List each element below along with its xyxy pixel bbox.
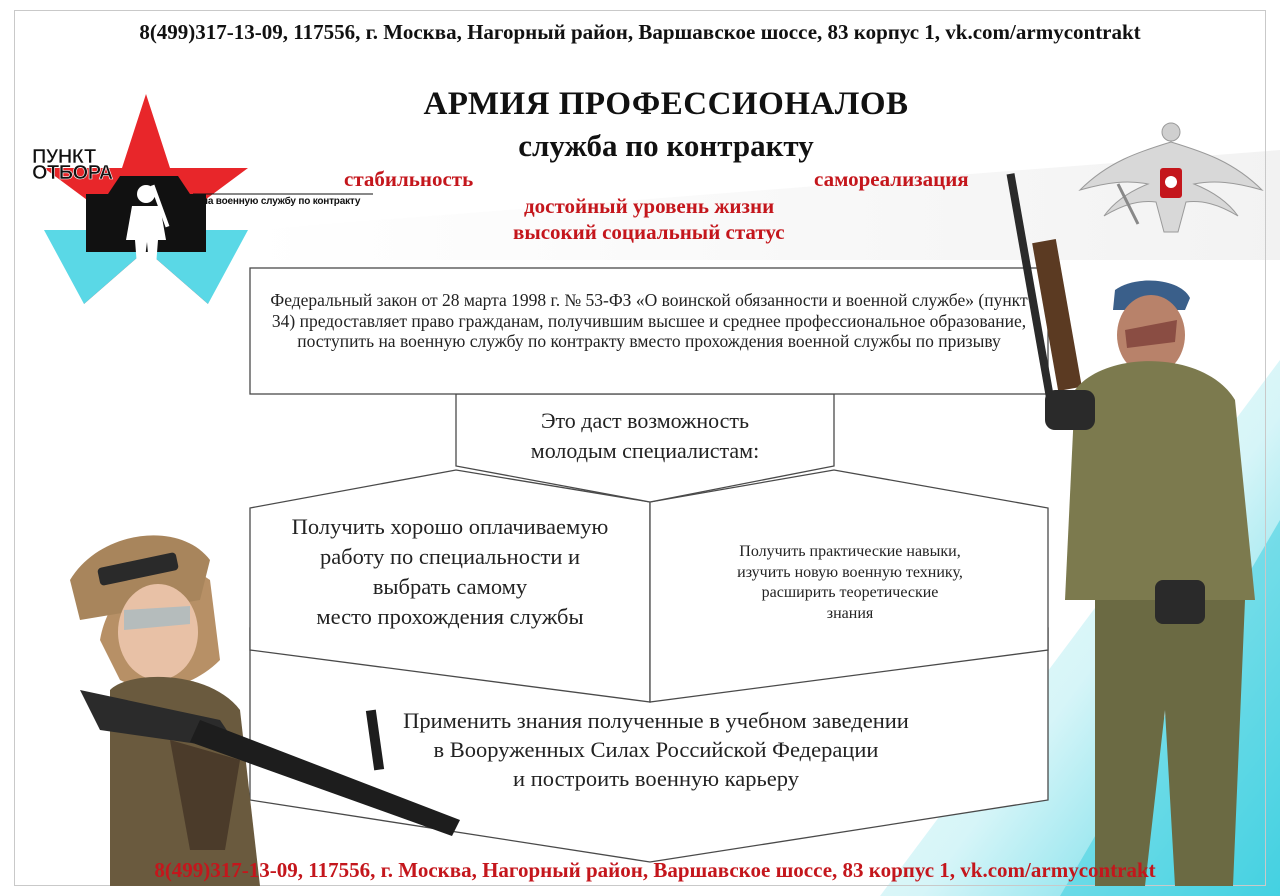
benefit-stability: стабильность [344,167,474,191]
contact-top: 8(499)317-13-09, 117556, г. Москва, Нагорный район, Варшавское шоссе, 83 корпус 1, vk.com/armycontrakt [139,20,1141,44]
option-left-line-3: выбрать самому [372,574,528,599]
benefit-self-realization: самореализация [814,167,969,191]
career-line-2: в Вооруженных Силах Российской Федерации [433,737,879,762]
benefit-living-standard: достойный уровень жизни [524,194,775,218]
option-right-line-2: изучить новую военную технику, [737,563,963,581]
logo-word-punkt: ПУНКТ [32,146,96,168]
option-right-line-1: Получить практические навыки, [739,543,961,560]
law-text: Федеральный закон от 28 марта 1998 г. № 53-ФЗ «О воинской обязанности и военной службе» (пункт 34) предоставляет право гражданам, получившим высшее и среднее профессиональное образование, поступить на военную службу по контракту вместо прохождения военной службы по призыву [270,290,1028,351]
option-left-text [252,512,648,632]
logo-word-otbora: ОТБОРА [32,162,113,184]
opportunity-text [466,406,824,466]
opportunity-line-2: молодым специалистам: [530,438,760,463]
opportunity-line-1: Это даст возможность [540,408,750,433]
option-right-line-4: знания [826,604,874,622]
option-left-line-2: работу по специальности и [319,544,581,569]
career-line-1: Применить знания полученные в учебном заведении [403,708,909,733]
career-line-3: и построить военную карьеру [513,766,799,791]
option-left-line-1: Получить хорошо оплачиваемую [291,514,609,539]
logo-caption: на военную службу по контракту [202,196,361,207]
contact-bottom: 8(499)317-13-09, 117556, г. Москва, Нагорный район, Варшавское шоссе, 83 корпус 1, vk.com/armycontrakt [154,858,1156,882]
page-subtitle: служба по контракту [518,128,814,163]
option-right-text [660,542,1040,624]
page-title: АРМИЯ ПРОФЕССИОНАЛОВ [423,86,909,122]
male-soldier-illustration [1005,170,1270,886]
option-right-line-3: расширить теоретические [761,584,939,601]
benefit-social-status: высокий социальный статус [513,220,785,244]
option-left-line-4: место прохождения службы [316,604,584,629]
career-text [300,706,1012,793]
